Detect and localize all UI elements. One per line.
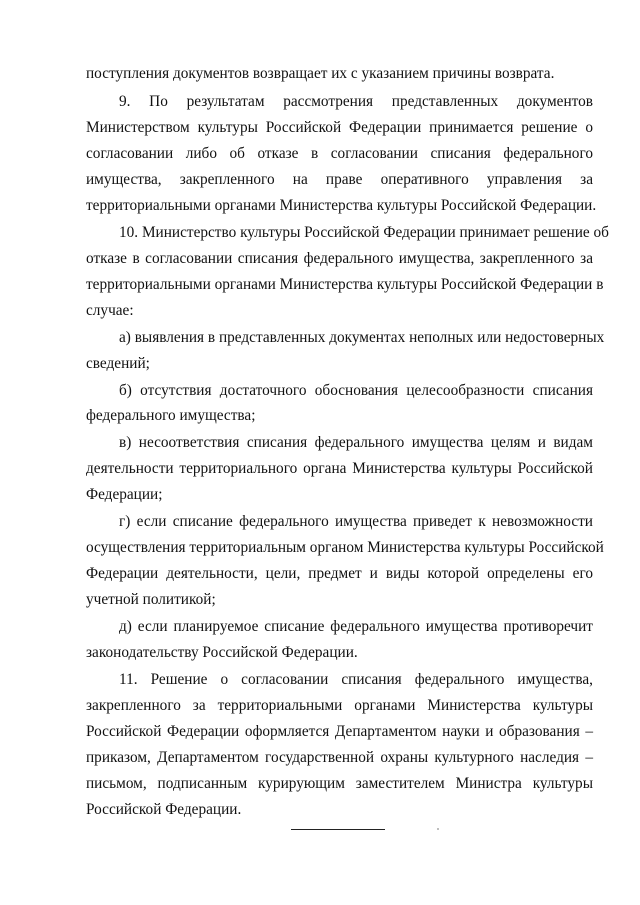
paragraph-9-line-2: Министерством культуры Российской Федерации принимается решение о bbox=[86, 119, 593, 136]
paragraph-11-line-4: приказом, Департаментом государственной охраны культурного наследия – bbox=[86, 749, 593, 766]
item-b-line-1: б) отсутствия достаточного обоснования целесообразности списания bbox=[119, 382, 593, 399]
paragraph-9-line-4: имущества, закрепленного на праве оперативного управления за bbox=[86, 171, 593, 188]
paragraph-11-line-1: 11. Решение о согласовании списания федерального имущества, bbox=[119, 671, 593, 688]
closing-rule bbox=[291, 829, 385, 830]
item-g-line-1: г) если списание федерального имущества приведет к невозможности bbox=[119, 513, 593, 530]
paragraph-9-line-3: согласовании либо об отказе в согласовании списания федерального bbox=[86, 145, 593, 162]
item-v-line-1: в) несоответствия списания федерального имущества целям и видам bbox=[119, 434, 593, 451]
item-v-line-3: Федерации; bbox=[86, 486, 163, 503]
text-line-1: поступления документов возвращает их с указанием причины возврата. bbox=[86, 65, 555, 82]
item-v-line-2: деятельности территориального органа Министерства культуры Российской bbox=[86, 460, 593, 477]
item-d-line-2: законодательству Российской Федерации. bbox=[86, 644, 358, 661]
paragraph-10-line-4: случае: bbox=[86, 302, 134, 319]
item-g-line-3: Федерации деятельности, цели, предмет и виды которой определены его bbox=[86, 565, 593, 582]
paragraph-9-line-5: территориальными органами Министерства культуры Российской Федерации. bbox=[86, 197, 597, 214]
paragraph-11-line-5: письмом, подписанным курирующим заместителем Министра культуры bbox=[86, 775, 593, 792]
item-b-line-2: федерального имущества; bbox=[86, 407, 256, 424]
paragraph-9-line-1: 9. По результатам рассмотрения представленных документов bbox=[119, 93, 593, 110]
item-g-line-2: осуществления территориальным органом Министерства культуры Российской bbox=[86, 539, 604, 556]
paragraph-11-line-6: Российской Федерации. bbox=[86, 801, 242, 818]
paragraph-10-line-1: 10. Министерство культуры Российской Федерации принимает решение об bbox=[119, 224, 609, 241]
paragraph-10-line-3: территориальными органами Министерства культуры Российской Федерации в bbox=[86, 276, 604, 293]
item-d-line-1: д) если планируемое списание федерального имущества противоречит bbox=[119, 618, 593, 635]
paragraph-11-line-3: Российской Федерации оформляется Департаментом науки и образования – bbox=[86, 723, 593, 740]
scan-speck bbox=[437, 828, 439, 830]
item-g-line-4: учетной политикой; bbox=[86, 591, 216, 608]
paragraph-10-line-2: отказе в согласовании списания федерального имущества, закрепленного за bbox=[86, 250, 593, 267]
item-a-line-1: а) выявления в представленных документах неполных или недостоверных bbox=[119, 329, 605, 346]
paragraph-11-line-2: закрепленного за территориальными органами Министерства культуры bbox=[86, 697, 593, 714]
item-a-line-2: сведений; bbox=[86, 355, 150, 372]
